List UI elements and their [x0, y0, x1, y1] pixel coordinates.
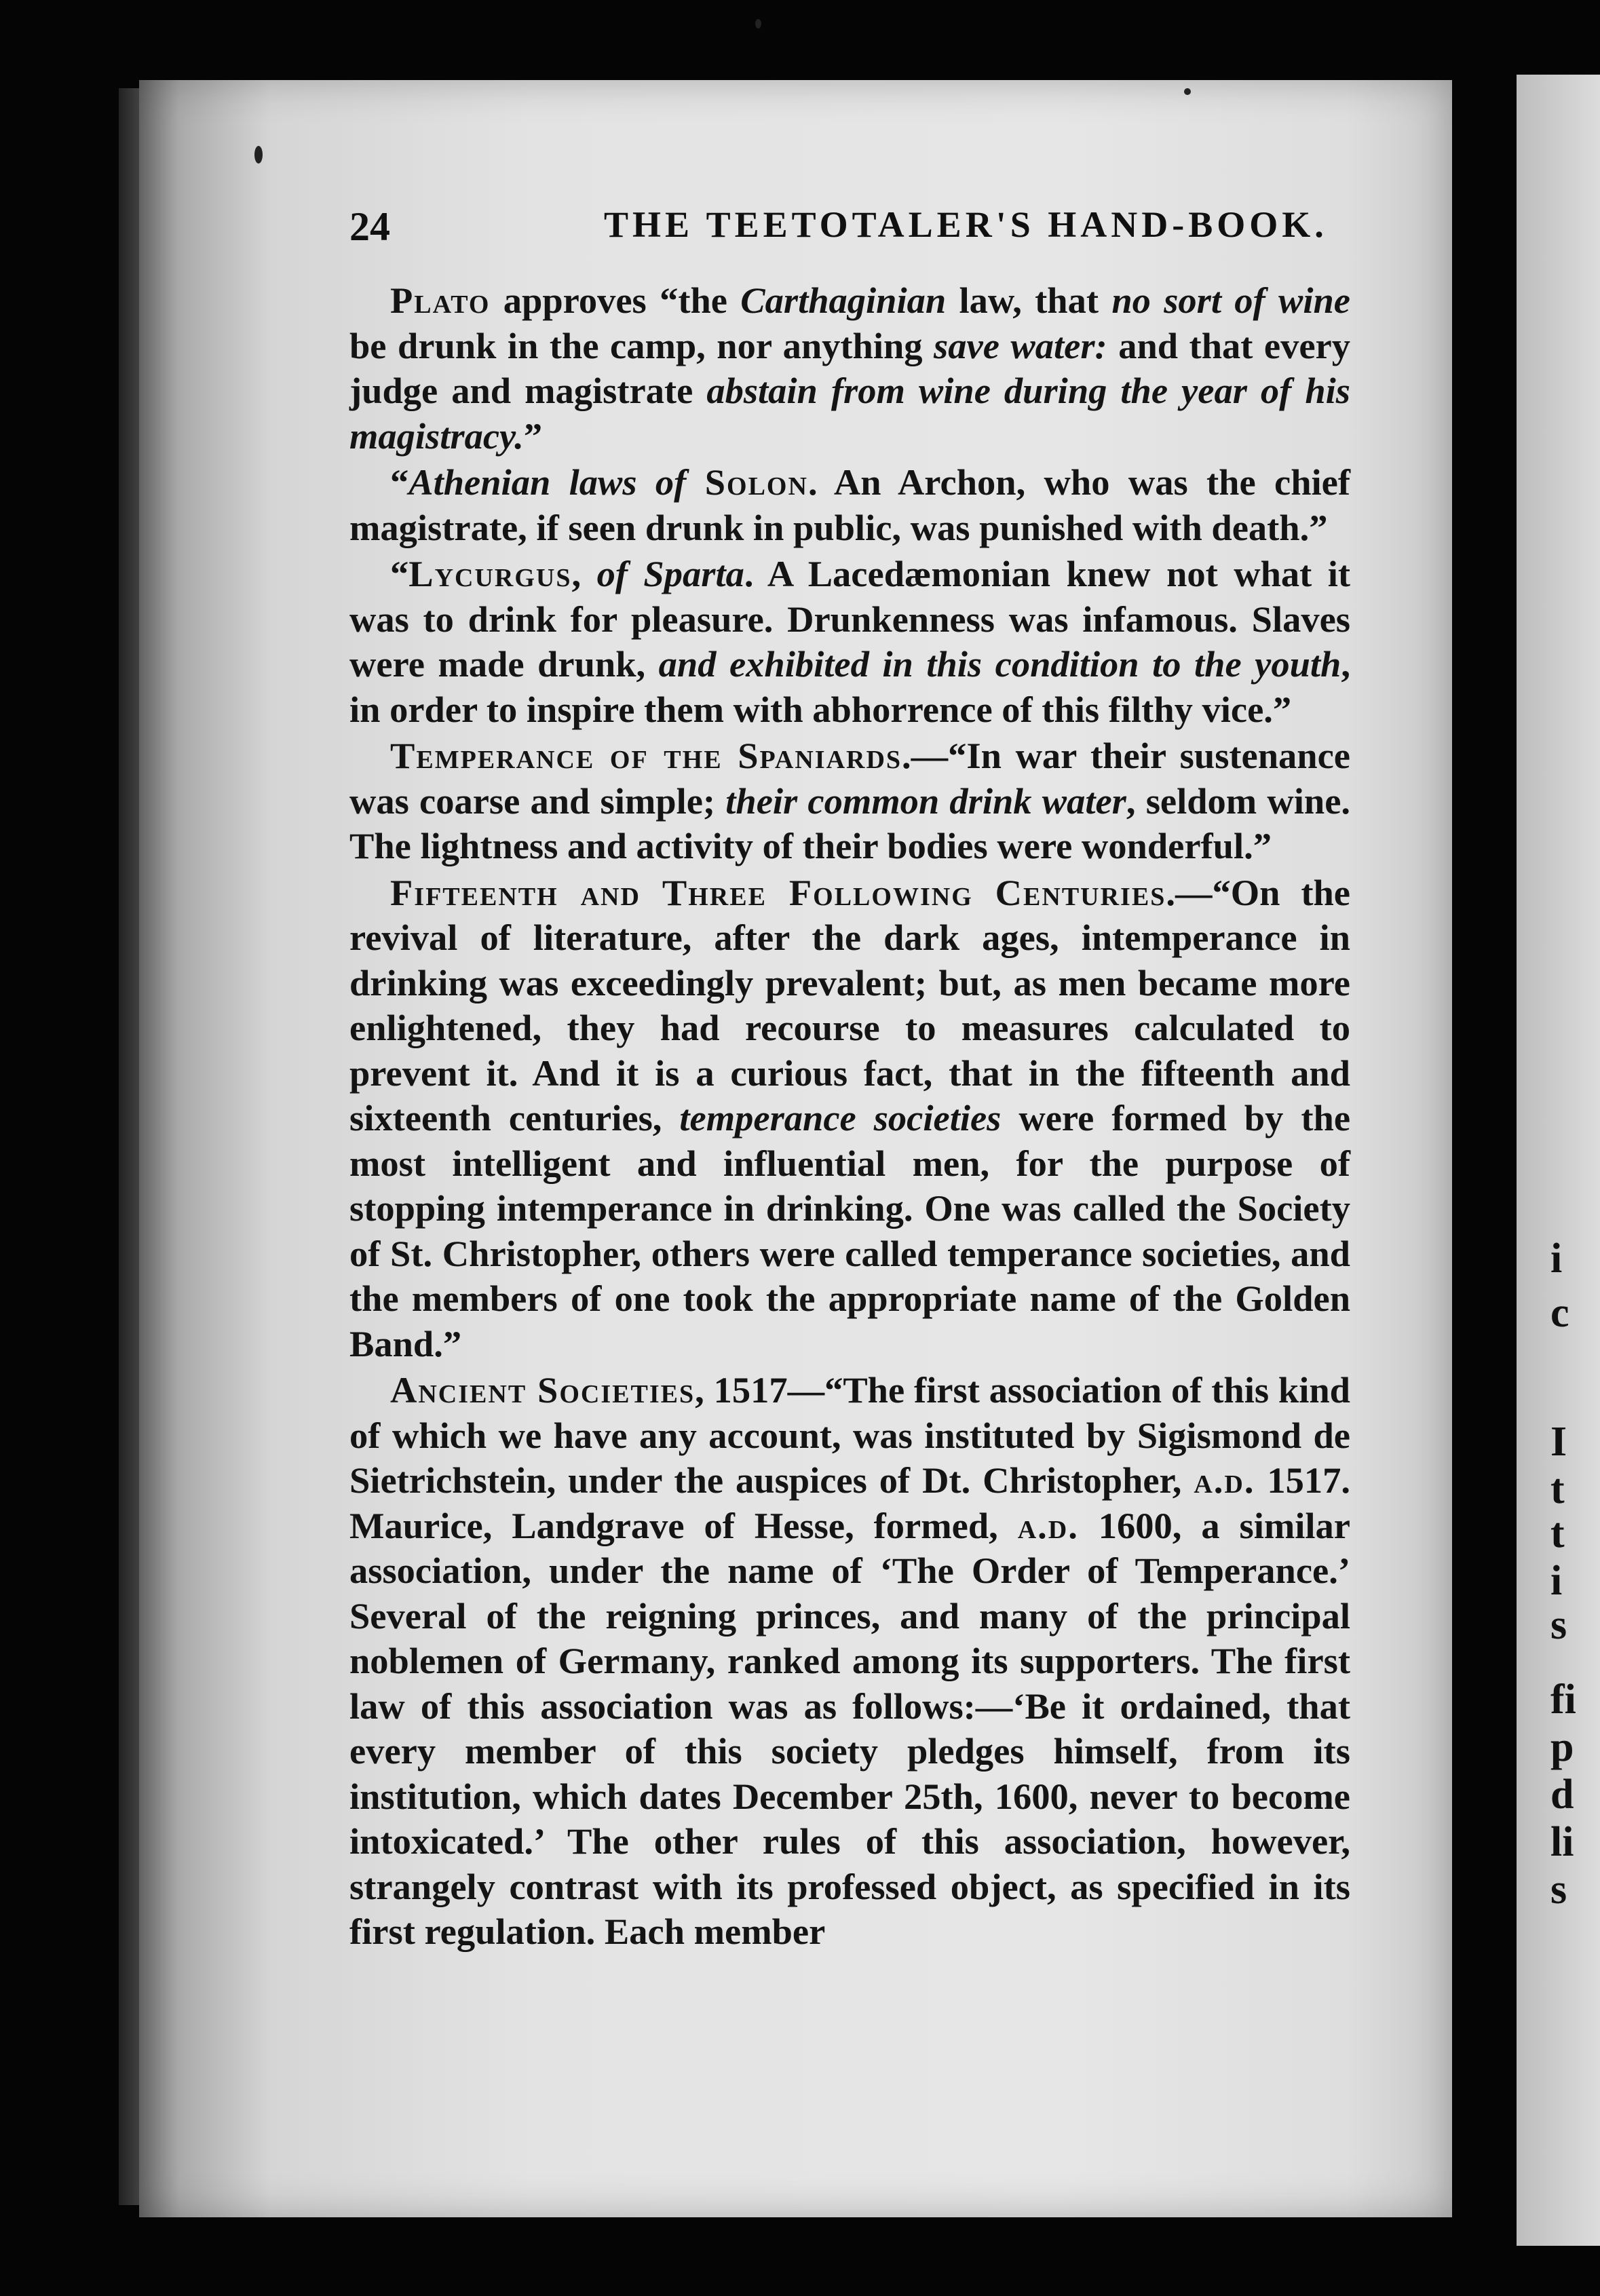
text-segment: 1600, a similar association, under the name of ‘The Order of Temperance.’ Several of the reigning princes, and many of the principal noblemen of Germany, ranked among its supporters. The first law of this association was as follows:—‘Be it ordained, that every member of this society pledges himself, from its institution, which dates December 25th, 1600, never to become intoxicated.’ The other rules of this association, however, strangely contrast with its professed object, as specified in its first regulation. Each member [349, 1504, 1350, 1952]
small-caps-text: Fifteenth and Three Following Centuries [390, 871, 1166, 913]
paragraph [349, 460, 1350, 550]
adjacent-page-fragment: li [1550, 1819, 1574, 1865]
adjacent-page-fragment: p [1550, 1724, 1574, 1770]
adjacent-page-fragment: fi [1550, 1677, 1576, 1723]
adjacent-page-fragment: s [1550, 1867, 1567, 1913]
adjacent-page-strip [1517, 75, 1600, 2246]
text-segment: , [571, 553, 597, 594]
small-caps-text: Temperance of the Spaniards [390, 735, 902, 776]
dust-speck [1184, 88, 1191, 95]
text-segment: “ [390, 461, 409, 503]
text-segment: 1517. Maurice, Landgrave of Hesse, formed, [349, 1459, 1351, 1546]
small-caps-text: a.d. [1017, 1504, 1079, 1546]
italic-text: abstain from wine during the year of his magistracy. [349, 370, 1350, 457]
text-segment: .—“On the revival of literature, after the dark ages, intemperance in drinking was exceedingly prevalent; but, as men became more enlightened, they had recourse to measures calculated to prevent it. And it is a curious fact, that in the fifteenth and sixteenth centuries, [349, 871, 1350, 1139]
small-caps-text: Ancient Societies [390, 1369, 696, 1411]
small-caps-text: Solon [704, 461, 808, 503]
text-segment: . A Lacedæmonian knew not what it was to drink for pleasure. Drunkenness was infamous. Slaves were made drunk, [349, 553, 1351, 685]
text-segment: and that every judge and magistrate [349, 324, 1350, 411]
text-segment: be drunk in the camp, nor anything [349, 324, 934, 366]
text-segment: , seldom wine. The lightness and activity of their bodies were wonderful.” [349, 780, 1351, 866]
italic-text: their common drink water [725, 780, 1126, 822]
italic-text: of Sparta [596, 553, 744, 594]
adjacent-page-fragment: t [1550, 1510, 1565, 1556]
paragraph [349, 870, 1350, 1367]
adjacent-page-fragment: s [1550, 1602, 1567, 1648]
text-segment: “ [390, 553, 409, 594]
italic-text: Athenian laws of [408, 461, 687, 503]
text-segment: law, that [946, 280, 1112, 321]
adjacent-page-fragment: I [1550, 1419, 1567, 1465]
adjacent-page-fragment: i [1550, 1558, 1563, 1604]
paragraph [349, 733, 1350, 869]
small-caps-text: Lycurgus [408, 553, 572, 594]
small-caps-text: a.d. [1194, 1459, 1255, 1501]
text-segment: , 1517—“The first association of this kind of which we have any account, was instituted by Sigismond de Sietrichstein, under the auspices of Dt. Christopher, [349, 1369, 1350, 1501]
text-segment: were formed by the most intelligent and influential men, for the purpose of stopping intemperance in drinking. One was called the Society of St. Christopher, others were called temperance societies, and the members of one took the appropriate name of the Golden Band.” [349, 1097, 1351, 1364]
text-segment [686, 461, 704, 503]
text-segment: .—“In war their sustenance was coarse and simple; [349, 735, 1350, 822]
paragraph [349, 1368, 1350, 1955]
paragraph [349, 278, 1350, 459]
running-title [353, 204, 1328, 265]
italic-text: no sort of wine [1111, 280, 1350, 321]
text-segment: , in order to inspire them with abhorrence of this filthy vice.” [349, 643, 1350, 730]
adjacent-page-fragment: d [1550, 1772, 1574, 1818]
italic-text: Carthaginian [740, 280, 947, 321]
text-segment: . An Archon, who was the chief magistrate, if seen drunk in public, was punished with death.” [349, 461, 1351, 548]
italic-text: save water: [934, 324, 1107, 366]
text-segment: ” [523, 415, 543, 457]
small-caps-text: Plato [390, 280, 491, 321]
dust-speck [755, 19, 761, 28]
italic-text: temperance societies [679, 1097, 1002, 1139]
text-segment: approves “the [490, 280, 741, 321]
italic-text: and exhibited in this condition to the youth [658, 643, 1341, 685]
adjacent-page-fragment: i [1550, 1236, 1563, 1282]
adjacent-page-fragment: c [1550, 1290, 1569, 1336]
paragraph [349, 552, 1350, 732]
dust-speck [254, 146, 263, 164]
adjacent-page-fragment: t [1550, 1466, 1565, 1512]
body-text [349, 278, 1351, 1952]
page-number: 24 [349, 204, 390, 249]
running-title-text: THE TEETOTALER'S HAND-BOOK. [604, 204, 1328, 245]
